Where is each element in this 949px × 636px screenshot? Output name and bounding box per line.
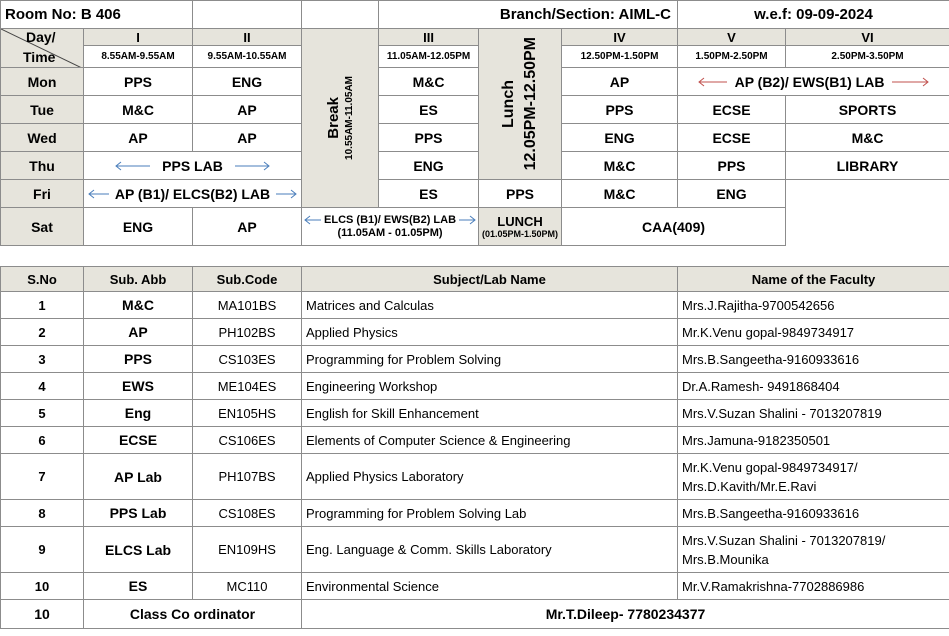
column-header: Name of the Faculty	[678, 267, 949, 292]
break-column	[302, 29, 379, 208]
faculty-line: Mrs.B.Mounika	[682, 551, 769, 567]
faculty-line: Mr.V.Ramakrishna-7702886986	[682, 578, 865, 594]
row-code: CS108ES	[193, 500, 302, 527]
row-faculty	[678, 319, 949, 346]
faculty-line: Mr.K.Venu gopal-9849734917/	[682, 459, 858, 475]
row-code: MA101BS	[193, 292, 302, 319]
subject-rows	[1, 292, 949, 600]
class-cell: PPS	[562, 96, 678, 124]
faculty-line: Mrs.Jamuna-9182350501	[682, 432, 831, 448]
class-cell: ENG	[193, 68, 302, 96]
faculty-line: Mrs.D.Kavith/Mr.E.Ravi	[682, 478, 817, 494]
period-time: 11.05AM-12.05PM	[379, 46, 479, 68]
row-sno: 5	[1, 400, 84, 427]
period-time: 12.50PM-1.50PM	[562, 46, 678, 68]
class-cell: ES	[379, 180, 479, 208]
corner-day: Day/	[26, 29, 56, 45]
faculty-line: Mrs.J.Rajitha-9700542656	[682, 297, 835, 313]
break-time: 10.55AM-11.05AM	[344, 76, 356, 160]
table-row	[1, 573, 949, 600]
class-cell: AP	[193, 208, 302, 246]
class-cell: ES	[379, 96, 479, 124]
row-sno: 9	[1, 527, 84, 573]
saturday-lunch	[479, 208, 562, 246]
table-row	[1, 292, 949, 319]
effective-date: w.e.f: 09-09-2024	[678, 1, 949, 29]
lab-label: AP (B2)/ EWS(B1) LAB	[734, 73, 885, 90]
table-row	[1, 527, 949, 573]
row-code: EN109HS	[193, 527, 302, 573]
corner-time: Time	[23, 49, 56, 65]
class-cell: ENG	[562, 124, 678, 152]
room-number: Room No: B 406	[1, 1, 193, 29]
period-number: V	[678, 29, 786, 46]
arrow-right-icon	[459, 215, 477, 225]
faculty-line: Mrs.B.Sangeetha-9160933616	[682, 505, 860, 521]
row-abbreviation: Eng	[84, 400, 193, 427]
day-label: Tue	[1, 96, 84, 124]
row-faculty	[678, 346, 949, 373]
row-abbreviation: EWS	[84, 373, 193, 400]
class-cell: PPS	[479, 180, 562, 208]
row-abbreviation: ECSE	[84, 427, 193, 454]
class-cell: M&C	[562, 180, 678, 208]
arrow-left-icon	[303, 215, 321, 225]
row-faculty	[678, 292, 949, 319]
row-subject-name: Eng. Language & Comm. Skills Laboratory	[302, 527, 678, 573]
row-faculty	[678, 400, 949, 427]
class-cell: PPS	[84, 68, 193, 96]
period-number: VI	[786, 29, 949, 46]
lab-cell	[84, 180, 302, 208]
break-label: Break	[325, 97, 343, 139]
row-sno: 7	[1, 454, 84, 500]
row-faculty	[678, 454, 949, 500]
period-time: 1.50PM-2.50PM	[678, 46, 786, 68]
column-header: S.No	[1, 267, 84, 292]
row-sno: 1	[1, 292, 84, 319]
row-subject-name: English for Skill Enhancement	[302, 400, 678, 427]
branch-section: Branch/Section: AIML-C	[379, 1, 678, 29]
subjects-table	[0, 266, 949, 629]
period-number: III	[379, 29, 479, 46]
period-time: 9.55AM-10.55AM	[193, 46, 302, 68]
arrow-left-icon	[87, 189, 109, 199]
arrow-right-icon	[276, 189, 298, 199]
row-sno: 10	[1, 573, 84, 600]
table-row	[1, 427, 949, 454]
row-sno: 8	[1, 500, 84, 527]
table-row	[1, 454, 949, 500]
coordinator-name: Mr.T.Dileep- 7780234377	[302, 600, 949, 629]
coordinator-label: Class Co ordinator	[84, 600, 302, 629]
row-faculty	[678, 427, 949, 454]
class-cell: M&C	[379, 68, 479, 96]
saturday-lunch-label: LUNCH	[497, 214, 543, 229]
table-row	[1, 373, 949, 400]
row-subject-name: Applied Physics Laboratory	[302, 454, 678, 500]
period-time: 8.55AM-9.55AM	[84, 46, 193, 68]
row-code: PH102BS	[193, 319, 302, 346]
row-subject-name: Engineering Workshop	[302, 373, 678, 400]
row-code: MC110	[193, 573, 302, 600]
row-code: PH107BS	[193, 454, 302, 500]
row-subject-name: Matrices and Calculas	[302, 292, 678, 319]
lab-cell	[302, 208, 479, 246]
row-sno: 2	[1, 319, 84, 346]
row-sno: 4	[1, 373, 84, 400]
table-row	[1, 400, 949, 427]
row-abbreviation: AP	[84, 319, 193, 346]
class-cell: ECSE	[678, 96, 786, 124]
day-label: Sat	[1, 208, 84, 246]
period-number: IV	[562, 29, 678, 46]
row-sno: 3	[1, 346, 84, 373]
class-cell: AP	[193, 96, 302, 124]
table-row	[1, 319, 949, 346]
timetable	[0, 0, 949, 246]
saturday-lunch-time: (01.05PM-1.50PM)	[482, 229, 559, 239]
row-abbreviation: ES	[84, 573, 193, 600]
row-code: EN105HS	[193, 400, 302, 427]
class-cell: ENG	[678, 180, 786, 208]
lab-label: PPS LAB	[162, 157, 223, 174]
row-code: CS106ES	[193, 427, 302, 454]
arrow-right-icon	[892, 77, 930, 87]
class-cell: AP	[84, 124, 193, 152]
row-faculty	[678, 527, 949, 573]
lunch-time: 12.05PM-12.50PM	[522, 37, 540, 171]
arrow-left-icon	[114, 161, 150, 171]
class-cell: AP	[562, 68, 678, 96]
faculty-line: Dr.A.Ramesh- 9491868404	[682, 378, 840, 394]
day-time-corner	[1, 29, 84, 68]
row-abbreviation: PPS Lab	[84, 500, 193, 527]
row-abbreviation: M&C	[84, 292, 193, 319]
class-cell: M&C	[786, 124, 949, 152]
class-cell: ENG	[379, 152, 479, 180]
day-label: Thu	[1, 152, 84, 180]
row-subject-name: Elements of Computer Science & Engineering	[302, 427, 678, 454]
faculty-line: Mrs.V.Suzan Shalini - 7013207819/	[682, 532, 886, 548]
lunch-label: Lunch	[500, 80, 518, 128]
lab-cell	[678, 68, 949, 96]
class-cell: SPORTS	[786, 96, 949, 124]
class-cell: PPS	[678, 152, 786, 180]
table-row	[1, 346, 949, 373]
class-cell: M&C	[562, 152, 678, 180]
row-faculty	[678, 373, 949, 400]
class-cell: M&C	[84, 96, 193, 124]
period-number: I	[84, 29, 193, 46]
row-subject-name: Applied Physics	[302, 319, 678, 346]
class-cell: AP	[193, 124, 302, 152]
faculty-line: Mrs.V.Suzan Shalini - 7013207819	[682, 405, 882, 421]
row-code: CS103ES	[193, 346, 302, 373]
row-sno: 6	[1, 427, 84, 454]
lunch-column	[479, 29, 562, 180]
row-subject-name: Programming for Problem Solving	[302, 346, 678, 373]
table-row	[1, 500, 949, 527]
class-cell: ECSE	[678, 124, 786, 152]
lab-label: AP (B1)/ ELCS(B2) LAB	[114, 185, 271, 202]
row-abbreviation: ELCS Lab	[84, 527, 193, 573]
row-subject-name: Environmental Science	[302, 573, 678, 600]
class-cell: CAA(409)	[562, 208, 786, 246]
row-faculty	[678, 500, 949, 527]
lab-cell	[84, 152, 302, 180]
row-abbreviation: PPS	[84, 346, 193, 373]
arrow-right-icon	[235, 161, 271, 171]
row-subject-name: Programming for Problem Solving Lab	[302, 500, 678, 527]
column-header: Sub. Abb	[84, 267, 193, 292]
class-cell: ENG	[84, 208, 193, 246]
column-header: Sub.Code	[193, 267, 302, 292]
faculty-line: Mrs.B.Sangeetha-9160933616	[682, 351, 860, 367]
class-cell: LIBRARY	[786, 152, 949, 180]
day-label: Wed	[1, 124, 84, 152]
coordinator-sno: 10	[1, 600, 84, 629]
day-label: Mon	[1, 68, 84, 96]
faculty-line: Mr.K.Venu gopal-9849734917	[682, 324, 855, 340]
row-abbreviation: AP Lab	[84, 454, 193, 500]
lab-time: (11.05AM - 01.05PM)	[337, 227, 443, 239]
period-time: 2.50PM-3.50PM	[786, 46, 949, 68]
lab-label: ELCS (B1)/ EWS(B2) LAB	[324, 214, 457, 226]
day-label: Fri	[1, 180, 84, 208]
class-cell: PPS	[379, 124, 479, 152]
row-faculty	[678, 573, 949, 600]
arrow-left-icon	[697, 77, 727, 87]
period-number: II	[193, 29, 302, 46]
row-code: ME104ES	[193, 373, 302, 400]
column-header: Subject/Lab Name	[302, 267, 678, 292]
